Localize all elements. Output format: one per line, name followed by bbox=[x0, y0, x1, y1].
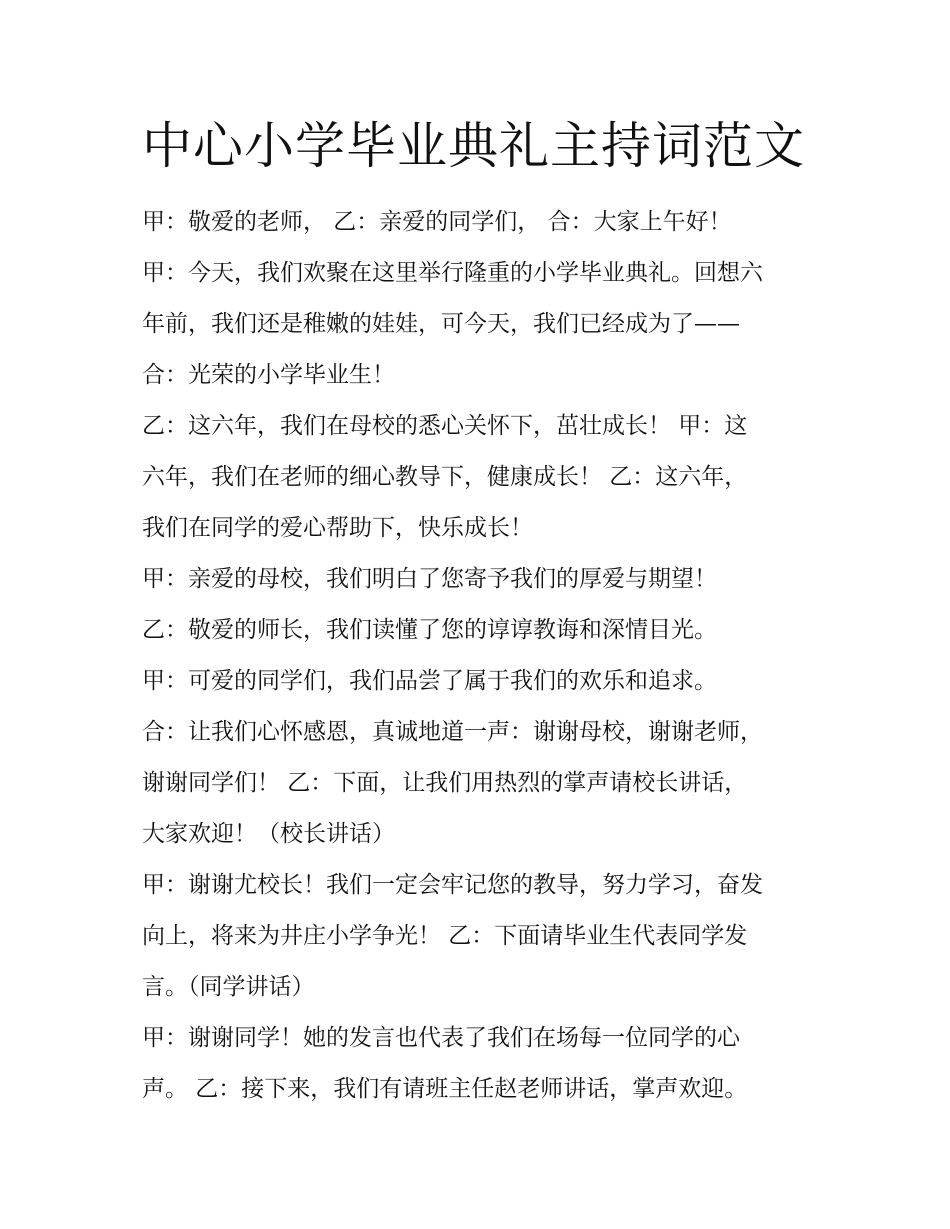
text-line: 声。 乙：接下来，我们有请班主任赵老师讲话，掌声欢迎。 bbox=[142, 1076, 748, 1102]
text-line: 乙：敬爱的师长，我们读懂了您的谆谆教诲和深情目光。 bbox=[142, 617, 717, 643]
text-line: 大家欢迎！（校长讲话） bbox=[142, 821, 395, 847]
text-line: 甲：亲爱的母校，我们明白了您寄予我们的厚爱与期望！ bbox=[142, 566, 717, 592]
document-title: 中心小学毕业典礼主持词范文 bbox=[142, 117, 805, 175]
text-line: 甲：可爱的同学们，我们品尝了属于我们的欢乐和追求。 bbox=[142, 668, 717, 694]
text-line: 言。（同学讲话） bbox=[142, 974, 315, 1000]
text-line: 合：让我们心怀感恩，真诚地道一声：谢谢母校，谢谢老师， bbox=[142, 719, 763, 745]
text-line: 甲：谢谢同学！她的发言也代表了我们在场每一位同学的心 bbox=[142, 1025, 740, 1051]
text-line: 甲：谢谢尤校长！我们一定会牢记您的教导，努力学习，奋发 bbox=[142, 872, 763, 898]
text-line: 谢谢同学们！ 乙：下面，让我们用热烈的掌声请校长讲话， bbox=[142, 770, 748, 796]
text-line: 合：光荣的小学毕业生！ bbox=[142, 362, 395, 388]
text-line: 年前，我们还是稚嫩的娃娃，可今天，我们已经成为了—— bbox=[142, 311, 740, 337]
text-line: 向上，将来为井庄小学争光！ 乙：下面请毕业生代表同学发 bbox=[142, 923, 748, 949]
text-line: 乙：这六年，我们在母校的悉心关怀下，茁壮成长！ 甲：这 bbox=[142, 413, 748, 439]
text-line: 六年，我们在老师的细心教导下，健康成长！ 乙：这六年， bbox=[142, 464, 748, 490]
text-line: 我们在同学的爱心帮助下，快乐成长！ bbox=[142, 515, 533, 541]
text-line: 甲：今天，我们欢聚在这里举行隆重的小学毕业典礼。回想六 bbox=[142, 260, 763, 286]
text-line: 甲：敬爱的老师， 乙：亲爱的同学们， 合：大家上午好！ bbox=[142, 209, 732, 235]
document-body bbox=[142, 197, 822, 1115]
